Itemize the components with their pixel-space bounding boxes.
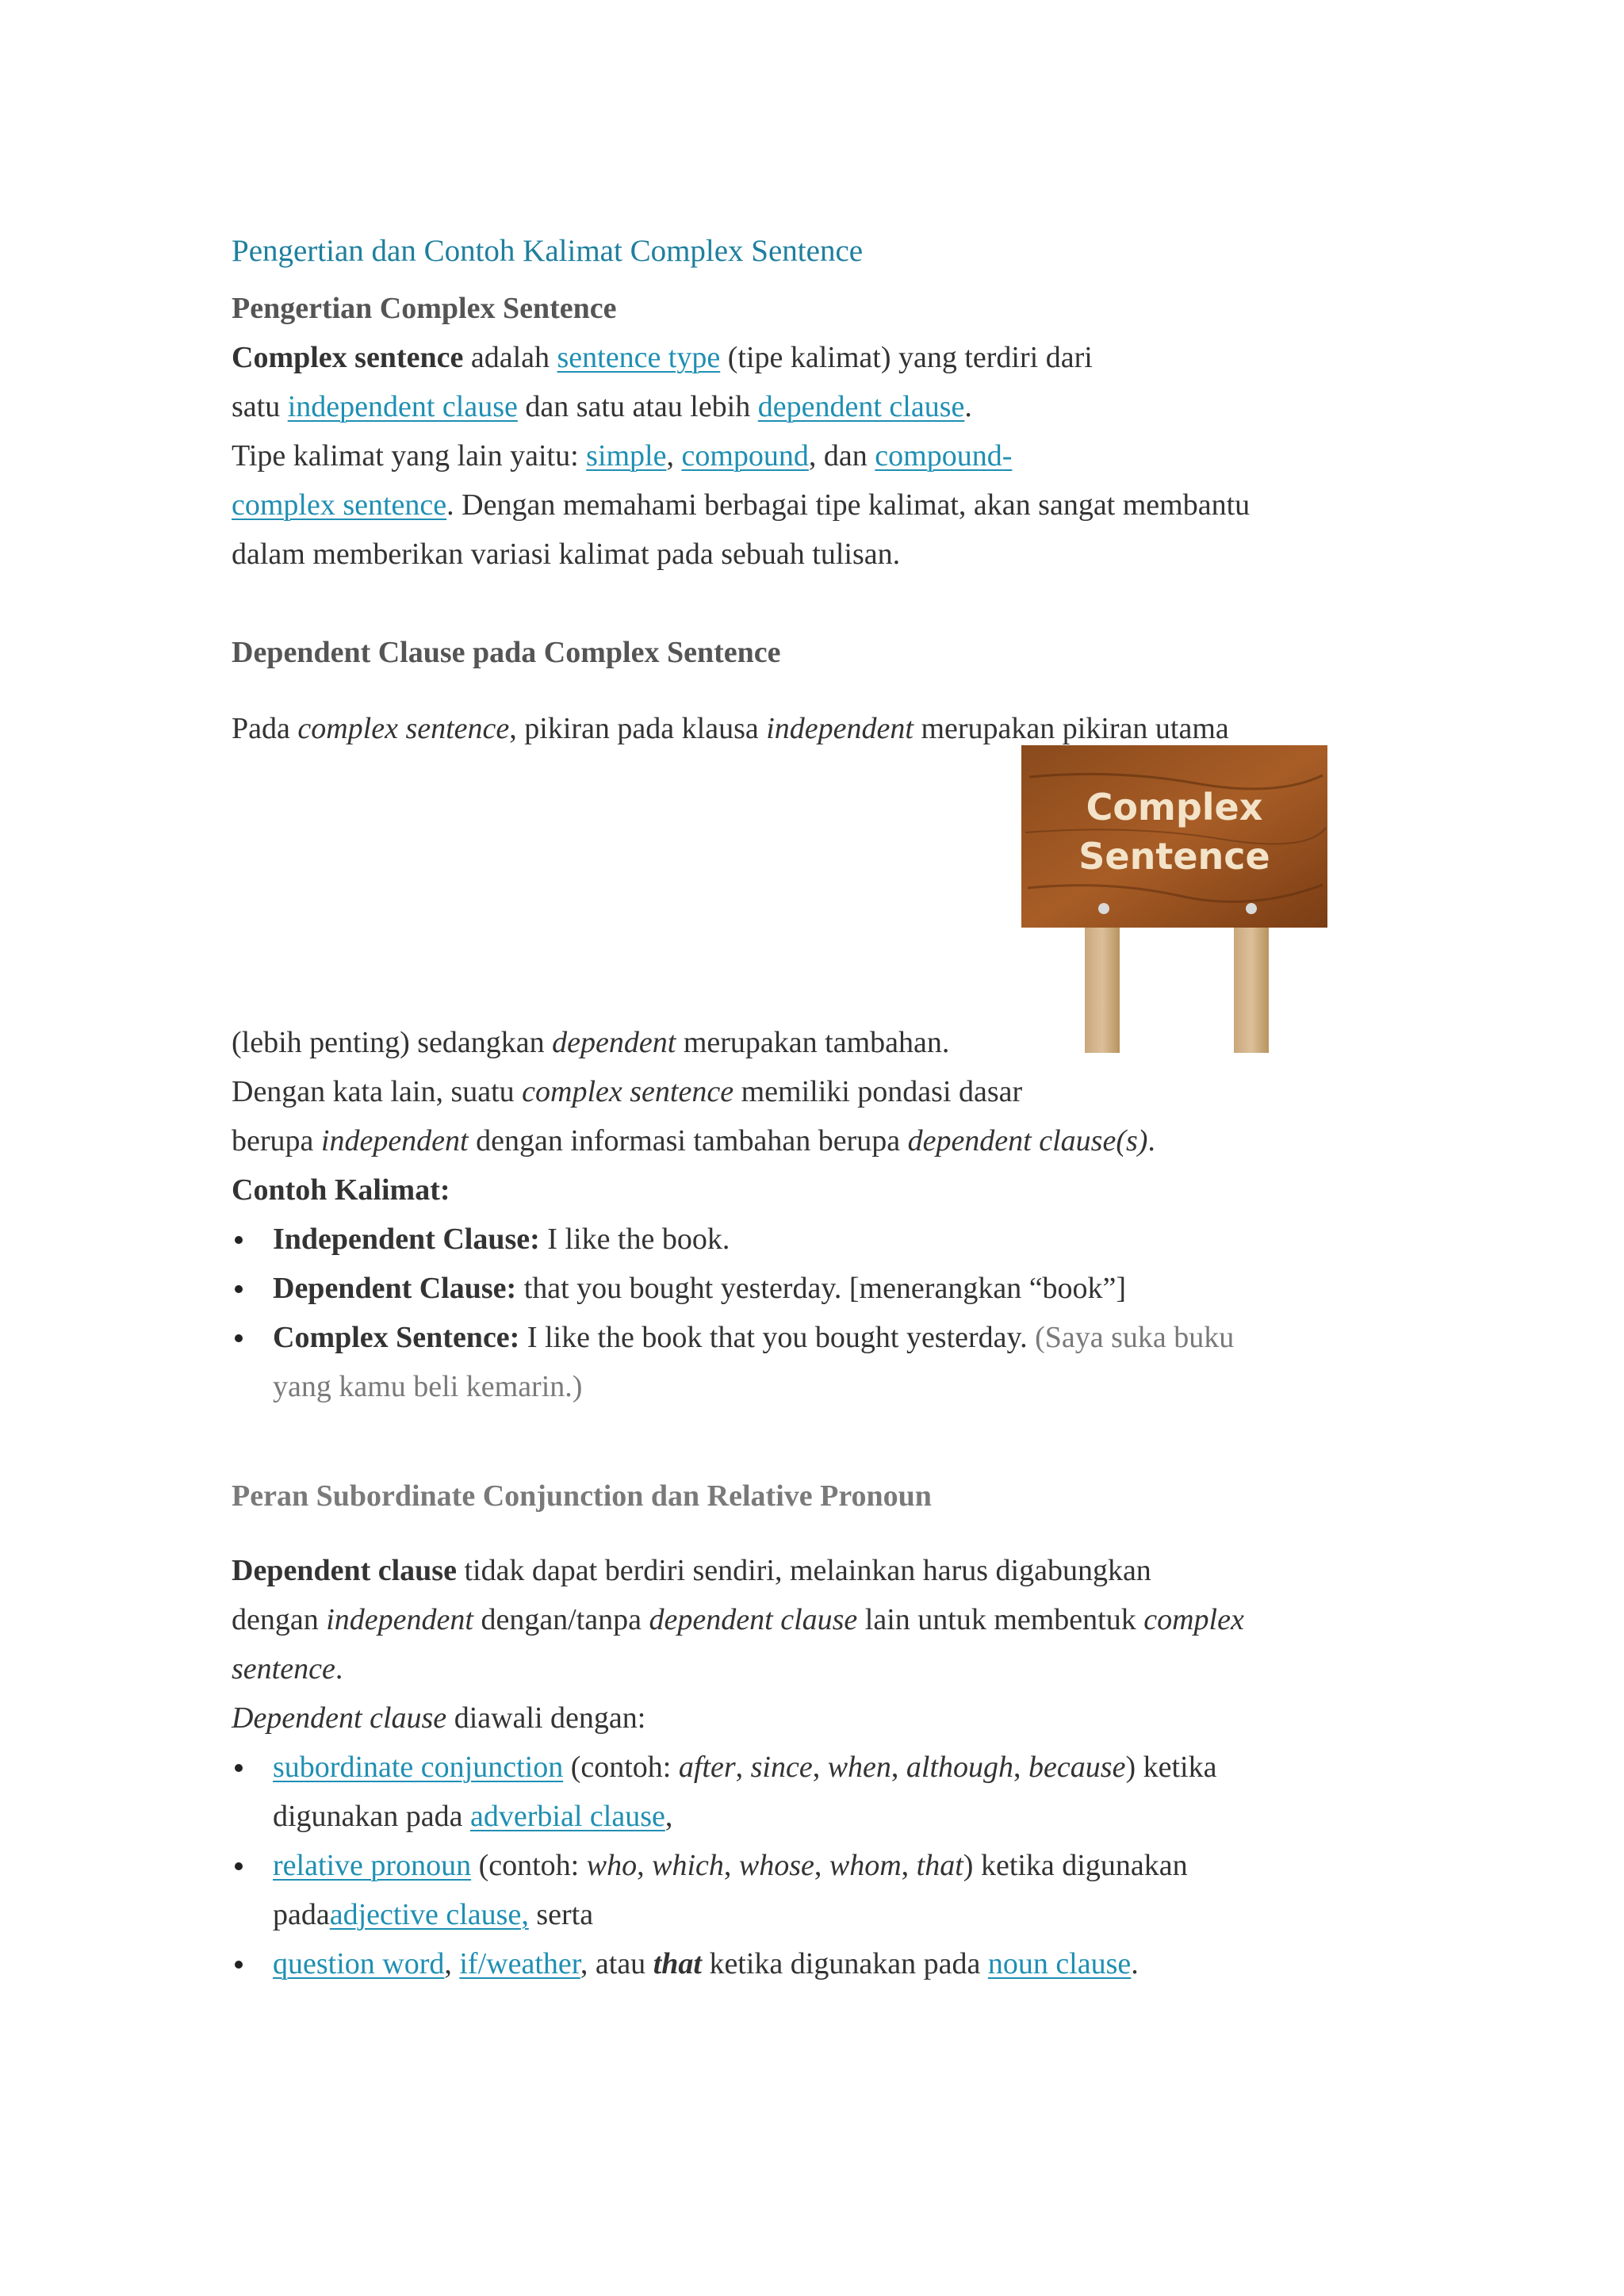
text: , dan [808,439,875,473]
text: . [1131,1947,1139,1980]
text: . Dengan memahami berbagai tipe kalimat, akan sangat membantu [446,488,1251,522]
bold-term: Dependent Clause: [273,1272,517,1305]
italic-term: sentence [232,1652,335,1686]
link-if-weather[interactable]: if/weather [459,1947,580,1980]
italic-term: whom [829,1849,902,1882]
paragraph-line [232,1644,1244,1693]
italic-term: independent [766,712,914,745]
italic-term: Dependent clause [232,1701,447,1735]
paragraph-line [232,1693,1244,1743]
text: pada [273,1898,330,1931]
paragraph-line [232,1595,1244,1644]
link-sentence-type[interactable]: sentence type [557,341,721,374]
heading-definition: Pengertian Complex Sentence [232,292,617,325]
heading-subordinate-conjunction: Peran Subordinate Conjunction dan Relative Pronoun [232,1479,932,1513]
text: satu [232,390,288,423]
paragraph-line [232,1067,1155,1116]
paragraph-line [232,333,1250,382]
sign-nail [1246,903,1257,914]
text: . [1147,1124,1155,1158]
text: dengan/tanpa [473,1603,649,1636]
link-dependent-clause[interactable]: dependent clause [757,390,965,423]
translation-text: (Saya suka buku [1035,1321,1235,1354]
text: I like the book. [539,1223,730,1256]
example-heading [232,1165,1155,1215]
text: tidak dapat berdiri sendiri, melainkan harus digabungkan [456,1554,1151,1587]
list-item [232,1264,1234,1313]
link-compound[interactable]: compound [681,439,809,473]
text: , pikiran pada klausa [509,712,767,745]
text: , atau [580,1947,653,1980]
complex-sentence-sign-image [1021,745,1331,1054]
clause-start-list [232,1743,1216,1988]
list-item [232,1215,1234,1264]
section-dependent-body [232,1018,1155,1215]
italic-term: complex [1143,1603,1244,1636]
text: serta [528,1898,594,1931]
link-noun-clause[interactable]: noun clause [987,1947,1132,1980]
text: dengan [232,1603,327,1636]
paragraph-line [232,382,1250,431]
bold-term: Contoh Kalimat: [232,1173,450,1207]
italic-term: independent [320,1124,469,1158]
paragraph-line [232,480,1250,530]
sign-text-line1: Complex [1086,786,1263,828]
page-title: Pengertian dan Contoh Kalimat Complex Sentence [232,234,864,268]
text: , [444,1947,460,1980]
bold-term: Independent Clause: [273,1223,540,1256]
text: . [964,390,972,423]
italic-term: which [652,1849,724,1882]
italic-term: since [750,1751,813,1784]
text: ) ketika [1125,1751,1217,1784]
paragraph-line [232,431,1250,480]
example-list [232,1215,1234,1411]
link-question-word[interactable]: question word [273,1947,445,1980]
text: memiliki pondasi dasar [733,1075,1023,1108]
text: (contoh: [471,1849,587,1882]
link-independent-clause[interactable]: independent clause [287,390,518,423]
text: diawali dengan: [446,1701,646,1735]
bold-term: Complex sentence [232,341,464,374]
text: . [335,1652,343,1686]
text: (tipe kalimat) yang terdiri dari [720,341,1093,374]
paragraph-line [232,1018,1155,1067]
text: ketika digunakan pada [701,1947,988,1980]
italic-term: dependent [552,1026,676,1059]
paragraph-line [232,1546,1244,1595]
translation-text: yang kamu beli kemarin.) [273,1370,583,1403]
italic-term: who [586,1849,638,1882]
sign-nail [1098,903,1109,914]
text: Pada [232,712,298,745]
section-conjunction-body [232,1546,1244,1743]
link-complex-sentence[interactable]: complex sentence [232,488,447,522]
text: digunakan pada [273,1800,471,1833]
bold-term: Dependent clause [232,1554,457,1587]
italic-term: whose [738,1849,814,1882]
italic-term: independent [326,1603,473,1636]
paragraph-line: dalam memberikan variasi kalimat pada sebuah tulisan. [232,538,901,571]
italic-term: dependent clause(s) [907,1124,1148,1158]
italic-term: because [1028,1751,1126,1784]
sign-text-line2: Sentence [1078,835,1270,878]
text: , [665,1800,673,1833]
text: dengan informasi tambahan berupa [468,1124,908,1158]
text: adalah [463,341,557,374]
paragraph-line [232,1116,1155,1165]
text: dan satu atau lebih [517,390,758,423]
text: (lebih penting) sedangkan [232,1026,553,1059]
link-adverbial-clause[interactable]: adverbial clause [470,1800,665,1833]
text: (contoh: [563,1751,679,1784]
list-item: subordinate conjunction (contoh: after, since, when, although, because) ketika digunakan pada adverbial clause, [232,1743,1216,1841]
text: I like the book that you bought yesterday. [519,1321,1036,1354]
italic-term: dependent clause [649,1603,858,1636]
italic-term: after [678,1751,736,1784]
section-definition [232,284,1250,579]
text: Dengan kata lain, suatu [232,1075,523,1108]
link-simple[interactable]: simple [586,439,667,473]
text: merupakan pikiran utama [913,712,1229,745]
link-subordinate-conjunction[interactable]: subordinate conjunction [273,1751,564,1784]
text: Tipe kalimat yang lain yaitu: [232,439,587,473]
link-adjective-clause[interactable]: adjective clause, [329,1898,529,1931]
list-item: relative pronoun (contoh: who, which, whose, whom, that) ketika digunakan padaadjective clause, serta [232,1841,1216,1939]
text: merupakan tambahan. [676,1026,950,1059]
link-relative-pronoun[interactable]: relative pronoun [273,1849,472,1882]
bold-italic-term: that [653,1947,702,1980]
list-item [232,1313,1234,1411]
list-item [232,1939,1216,1988]
text: berupa [232,1124,321,1158]
italic-term: when [827,1751,891,1784]
italic-term: complex sentence [522,1075,734,1108]
text: ) ketika digunakan [963,1849,1188,1882]
text: lain untuk membentuk [857,1603,1144,1636]
text: , [666,439,682,473]
link-compound-complex[interactable]: compound- [875,439,1013,473]
italic-term: that [916,1849,963,1882]
italic-term: complex sentence [297,712,510,745]
italic-term: although [906,1751,1014,1784]
bold-term: Complex Sentence: [273,1321,520,1354]
text: that you bought yesterday. [menerangkan “book”] [516,1272,1127,1305]
heading-dependent-clause: Dependent Clause pada Complex Sentence [232,636,781,669]
